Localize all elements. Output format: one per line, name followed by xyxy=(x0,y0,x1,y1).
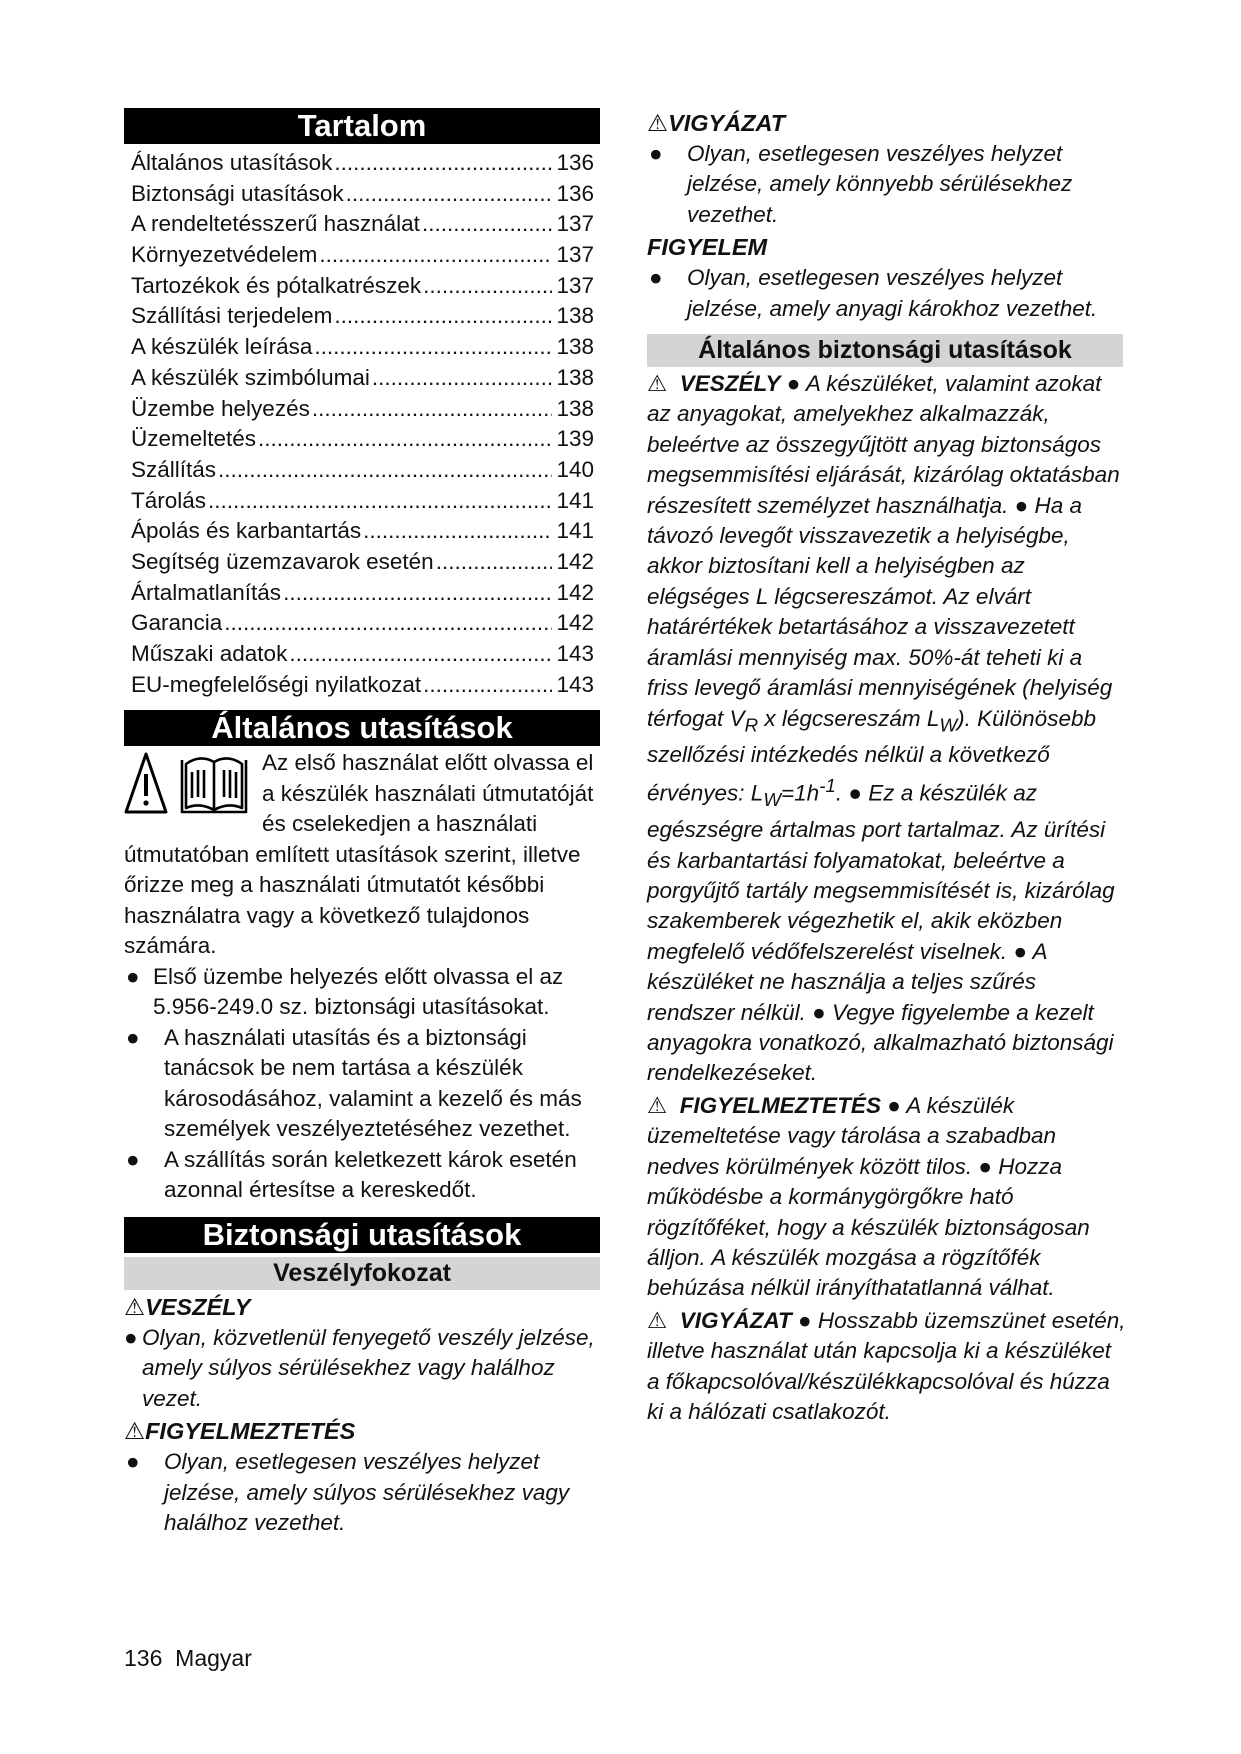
toc-leader-dots xyxy=(224,608,552,639)
toc-entry-page: 143 xyxy=(556,671,594,697)
toc-entry-page: 138 xyxy=(556,364,594,390)
toc-entry-label: EU-megfelelőségi nyilatkozat xyxy=(131,671,422,697)
toc-entry-label: Garancia xyxy=(131,610,223,636)
general-safety-caution: ⚠ VIGYÁZAT ● Hosszabb üzemszünet esetén, illetve használat után kapcsolja ki a készüléket a főkapcsolóval/készülékkapcsolóval és húzza ki a hálózati csatlakozót. xyxy=(647,1307,1126,1424)
toc-entry-label: A készülék szimbólumai xyxy=(131,364,370,390)
general-bullet-list xyxy=(124,962,600,1206)
toc-leader-dots xyxy=(363,516,552,547)
toc-leader-dots xyxy=(346,179,553,210)
toc-entry-page: 137 xyxy=(556,272,594,298)
toc-leader-dots xyxy=(423,271,552,302)
toc-entry-label: Tárolás xyxy=(131,487,207,513)
manual-book-icon xyxy=(182,759,246,813)
notice-heading: FIGYELEM xyxy=(647,234,768,261)
toc-entry-label: Tartozékok és pótalkatrészek xyxy=(131,272,422,298)
toc-entry-page: 143 xyxy=(556,641,594,666)
notice-definition: ● Olyan, esetlegesen veszélyes helyzet jelzése, amely anyagi károkhoz vezethet. xyxy=(649,265,1098,321)
toc-entry xyxy=(131,332,594,363)
toc-entry-page: 137 xyxy=(556,211,594,237)
list-item: ● Első üzembe helyezés előtt olvassa el az 5.956-249.0 sz. biztonsági utasításokat. xyxy=(126,963,564,1020)
bullet-icon: ● xyxy=(649,141,663,166)
toc-leader-dots xyxy=(208,486,552,517)
toc-leader-dots xyxy=(334,301,552,332)
toc-entry-label: Szállítási terjedelem xyxy=(131,303,333,329)
toc-entry-label: Segítség üzemzavarok esetén xyxy=(131,548,434,574)
toc-entry-page: 141 xyxy=(556,518,594,544)
toc-entry xyxy=(131,547,594,578)
general-safety-warning: ⚠ FIGYELMEZTETÉS ● A készülék üzemeltetése vagy tárolása a szabadban nedves körülmények között tilos. ● Hozza működésbe a kormánygörgőkre ható rögzítőféket, hogy a készülék biztonságosan álljon. A készülék mozgása a rögzítőfék behúzása nélkül irányíthatatlanná válhat. xyxy=(647,1092,1090,1301)
page-number: 136 xyxy=(124,1645,163,1671)
toc-entry-label: Ártalmatlanítás xyxy=(131,579,282,605)
general-intro-text: Az első használat előtt olvassa el a készülék használati útmutatóját és cselekedjen a használati útmutatóban említett utasítások szerint, illetve őrizze meg a használati útmutatót későbbi használatra vagy a következő tulajdonos számára. xyxy=(124,750,594,959)
warning-definition: ● Olyan, esetlegesen veszélyes helyzet jelzése, amely súlyos sérülésekhez vagy halálhoz vezethet. xyxy=(126,1449,570,1535)
toc-entry-page: 142 xyxy=(556,548,594,574)
toc-entry-label: A készülék leírása xyxy=(131,334,313,360)
toc-entry xyxy=(131,301,594,332)
hazard-level-subtitle: Veszélyfokozat xyxy=(124,1257,600,1290)
toc-entry xyxy=(131,363,594,394)
toc-leader-dots xyxy=(423,670,552,701)
danger-definition: ● Olyan, közvetlenül fenyegető veszély jelzése, amely súlyos sérülésekhez vagy halálhoz vezet. xyxy=(124,1324,595,1411)
bullet-icon: ● xyxy=(124,1324,138,1350)
toc-entry-page: 138 xyxy=(556,303,594,329)
general-safety-title: Általános biztonsági utasítások xyxy=(647,334,1123,367)
caution-heading: ⚠VIGYÁZAT xyxy=(647,110,786,136)
toc-entry xyxy=(131,394,594,425)
toc-entry xyxy=(131,455,594,486)
warning-triangle-icon: ⚠ xyxy=(647,1307,668,1333)
toc-entry xyxy=(131,424,594,455)
toc-entry xyxy=(131,639,594,670)
toc-entry xyxy=(131,271,594,302)
toc-entry-page: 142 xyxy=(556,610,594,636)
danger-heading: ⚠VESZÉLY xyxy=(124,1293,251,1320)
warning-heading: ⚠FIGYELMEZTETÉS xyxy=(124,1418,356,1445)
list-item: ● A használati utasítás és a biztonsági tanácsok be nem tartása a készülék károsodásához, valamint a kezelő és más személyek veszélyeztetéséhez vezethet. xyxy=(126,1024,582,1142)
toc-entry xyxy=(131,179,594,210)
toc-leader-dots xyxy=(334,148,552,179)
toc-leader-dots xyxy=(422,209,553,240)
bullet-icon: ● xyxy=(126,1146,140,1172)
bullet-icon: ● xyxy=(126,1024,140,1050)
toc-entry-label: Biztonsági utasítások xyxy=(131,180,344,206)
toc-entry-page: 136 xyxy=(556,180,594,206)
list-item: ● A szállítás során keletkezett károk esetén azonnal értesítse a kereskedőt. xyxy=(126,1146,577,1203)
warning-triangle-icon: ⚠ xyxy=(647,1092,668,1118)
warning-triangle-icon xyxy=(126,754,166,812)
toc-entry-label: Szállítás xyxy=(131,456,217,482)
caution-definition: ● Olyan, esetlegesen veszélyes helyzet jelzése, amely könnyebb sérülésekhez vezethet. xyxy=(649,141,1073,227)
warning-triangle-icon: ⚠ xyxy=(124,1418,146,1445)
bullet-icon: ● xyxy=(649,265,663,291)
safety-section-title: Biztonsági utasítások xyxy=(124,1217,600,1253)
right-column xyxy=(647,108,1127,1427)
toc-entry-label: Műszaki adatok xyxy=(131,641,288,666)
toc-entry xyxy=(131,608,594,639)
toc-entry-label: Üzembe helyezés xyxy=(131,395,310,421)
toc-entry-page: 138 xyxy=(556,395,594,421)
toc-leader-dots xyxy=(314,332,552,363)
table-of-contents xyxy=(131,148,594,700)
toc-leader-dots xyxy=(218,455,552,486)
toc-entry-label: A rendeltetésszerű használat xyxy=(131,211,420,237)
toc-entry xyxy=(131,240,594,271)
toc-leader-dots xyxy=(436,547,553,578)
toc-entry-label: Üzemeltetés xyxy=(131,426,257,452)
toc-entry-page: 141 xyxy=(556,487,594,513)
toc-entry xyxy=(131,148,594,179)
toc-title: Tartalom xyxy=(124,108,600,144)
toc-leader-dots xyxy=(319,240,552,271)
toc-entry-page: 138 xyxy=(556,334,594,360)
bullet-icon: ● xyxy=(126,1449,140,1475)
general-intro-block xyxy=(124,748,600,962)
warning-triangle-icon: ⚠ xyxy=(647,110,669,136)
toc-entry xyxy=(131,486,594,517)
toc-entry-page: 142 xyxy=(556,579,594,605)
toc-leader-dots xyxy=(289,639,552,670)
toc-entry-label: Ápolás és karbantartás xyxy=(131,518,362,544)
toc-entry-page: 136 xyxy=(556,150,594,175)
toc-entry-label: Általános utasítások xyxy=(131,150,333,175)
toc-leader-dots xyxy=(312,394,553,425)
general-safety-danger: ⚠ VESZÉLY ● A készüléket, valamint azokat az anyagokat, amelyekhez alkalmazzák, beleértve az összegyűjtött anyag biztonságos megsemmisítési eljárását, kizárólag oktatásban részesített személyzet használhatja. ● Ha a távozó levegőt visszavezetik a helyiségbe, akkor biztosítani kell a helyiségben az elégséges L légcsereszámot. Az elvárt határértékek betartásához a visszavezetett áramlási mennyiség max. 50%-át teheti ki a friss levegő áramlási mennyiségének (helyiség térfogat $V_R$ x légcsereszám $L_W$). Különösebb szellőzési intézkedés nélkül a következő érvényes: $L_W=1h^{-1}$. ● Ez a készülék az egészségre ártalmas port tartalmaz. Az ürítési és karbantartási folyamatokat, beleértve a porgyűjtő tartály megsemmisítését is, kizárólag szakemberek végezhetik el, akik eközben megfelelő védőfelszerelést viselnek. ● A készüléket ne használja a teljes szűrés rendszer nélkül. ● Vegye figyelembe a kezelt anyagokra vonatkozó, alkalmazható biztonsági rendelkezéseket. xyxy=(647,371,1120,1086)
toc-entry xyxy=(131,516,594,547)
warning-triangle-icon: ⚠ xyxy=(647,371,668,397)
toc-entry xyxy=(131,209,594,240)
toc-leader-dots xyxy=(258,424,552,455)
toc-entry xyxy=(131,578,594,609)
toc-entry-page: 140 xyxy=(556,456,594,482)
page-footer xyxy=(124,1645,252,1672)
warning-triangle-icon: ⚠ xyxy=(124,1293,146,1320)
toc-leader-dots xyxy=(283,578,552,609)
toc-entry-page: 137 xyxy=(556,242,594,268)
toc-entry-page: 139 xyxy=(556,426,594,452)
general-section-title: Általános utasítások xyxy=(124,710,600,746)
warning-manual-icon xyxy=(124,750,252,820)
bullet-icon: ● xyxy=(126,963,140,989)
toc-leader-dots xyxy=(372,363,553,394)
left-column xyxy=(124,108,600,1538)
toc-entry-label: Környezetvédelem xyxy=(131,242,318,268)
footer-language: Magyar xyxy=(175,1645,252,1671)
toc-entry xyxy=(131,670,594,701)
